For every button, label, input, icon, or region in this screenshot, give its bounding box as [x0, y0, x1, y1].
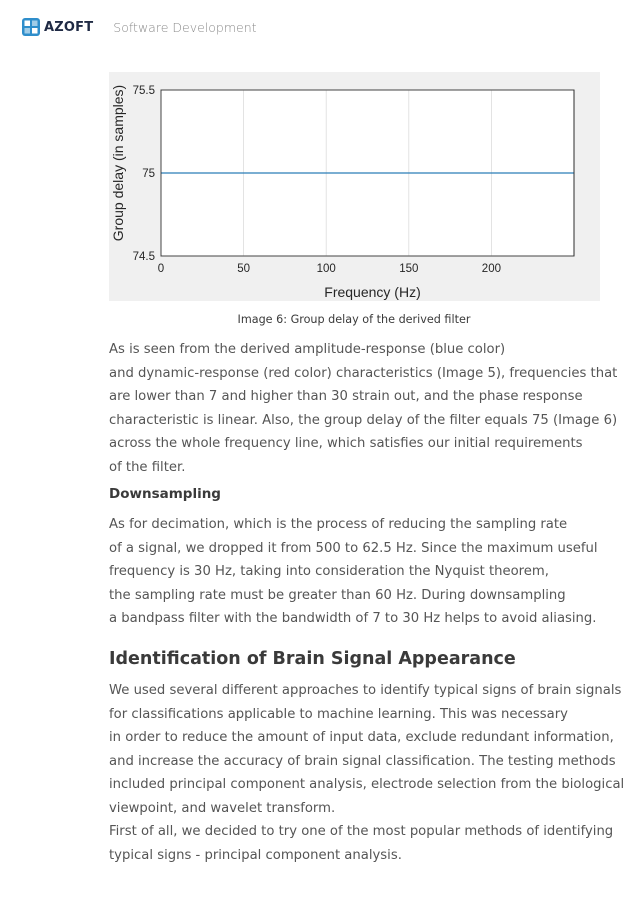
text-line: of the filter.	[109, 459, 186, 475]
text-line: a bandpass filter with the bandwidth of 7 to 30 Hz helps to avoid aliasing.	[109, 611, 597, 627]
paragraph-pca	[109, 820, 614, 867]
text-line: and increase the accuracy of brain signal classification. The testing methods	[109, 753, 616, 769]
group-delay-figure	[109, 72, 600, 301]
x-tick-label: 50	[237, 263, 250, 275]
y-tick-label: 75.5	[132, 85, 155, 97]
x-tick-label: 150	[399, 263, 419, 275]
text-line: frequency is 30 Hz, taking into consideration the Nyquist theorem,	[109, 564, 549, 580]
y-tick-label: 74.5	[132, 251, 155, 263]
azoft-logo[interactable]	[22, 18, 93, 36]
text-line: for classifications applicable to machine learning. This was necessary	[109, 706, 568, 722]
x-axis-label: Frequency (Hz)	[324, 284, 421, 300]
paragraph-downsampling	[109, 513, 609, 631]
azoft-logo-icon	[22, 18, 40, 36]
identification-heading: Identification of Brain Signal Appearance	[109, 649, 516, 669]
x-tick-label: 0	[157, 263, 165, 275]
text-line: We used several different approaches to identify typical signs of brain signals	[109, 683, 622, 698]
figure-caption: Image 6: Group delay of the derived filter	[237, 313, 471, 326]
text-line: of a signal, we dropped it from 500 to 62.5 Hz. Since the maximum useful	[109, 540, 598, 556]
text-line: typical signs - principal component analysis.	[109, 847, 402, 863]
text-line: characteristic is linear. Also, the group delay of the filter equals 75 (Image 6)	[109, 412, 618, 428]
section-label: Software Development	[113, 19, 257, 35]
text-line: the sampling rate must be greater than 60 Hz. During downsampling	[109, 587, 566, 603]
y-tick-label: 75	[142, 168, 155, 180]
text-line: included principal component analysis, electrode selection from the biological	[109, 777, 625, 793]
text-line: viewpoint, and wavelet transform.	[109, 800, 336, 816]
logo-text: AZOFT	[44, 19, 94, 35]
paragraph-identification	[109, 679, 625, 821]
text-line: across the whole frequency line, which satisfies our initial requirements	[109, 436, 583, 452]
text-line: are lower than 7 and higher than 30 strain out, and the phase response	[109, 389, 583, 405]
text-line: As is seen from the derived amplitude-response (blue color)	[109, 342, 506, 357]
x-tick-label: 100	[316, 263, 336, 275]
text-line: and dynamic-response (red color) characteristics (Image 5), frequencies that	[109, 365, 618, 381]
text-line: in order to reduce the amount of input data, exclude redundant information,	[109, 730, 614, 746]
text-line: As for decimation, which is the process of reducing the sampling rate	[109, 517, 568, 532]
x-tick-label: 200	[481, 263, 501, 275]
y-axis-label: Group delay (in samples)	[110, 84, 126, 242]
downsampling-heading: Downsampling	[109, 486, 221, 502]
group-delay-chart	[109, 72, 600, 301]
paragraph-filter-results	[109, 338, 618, 480]
text-line: First of all, we decided to try one of the most popular methods of identifying	[109, 824, 614, 839]
page-header	[22, 14, 257, 40]
